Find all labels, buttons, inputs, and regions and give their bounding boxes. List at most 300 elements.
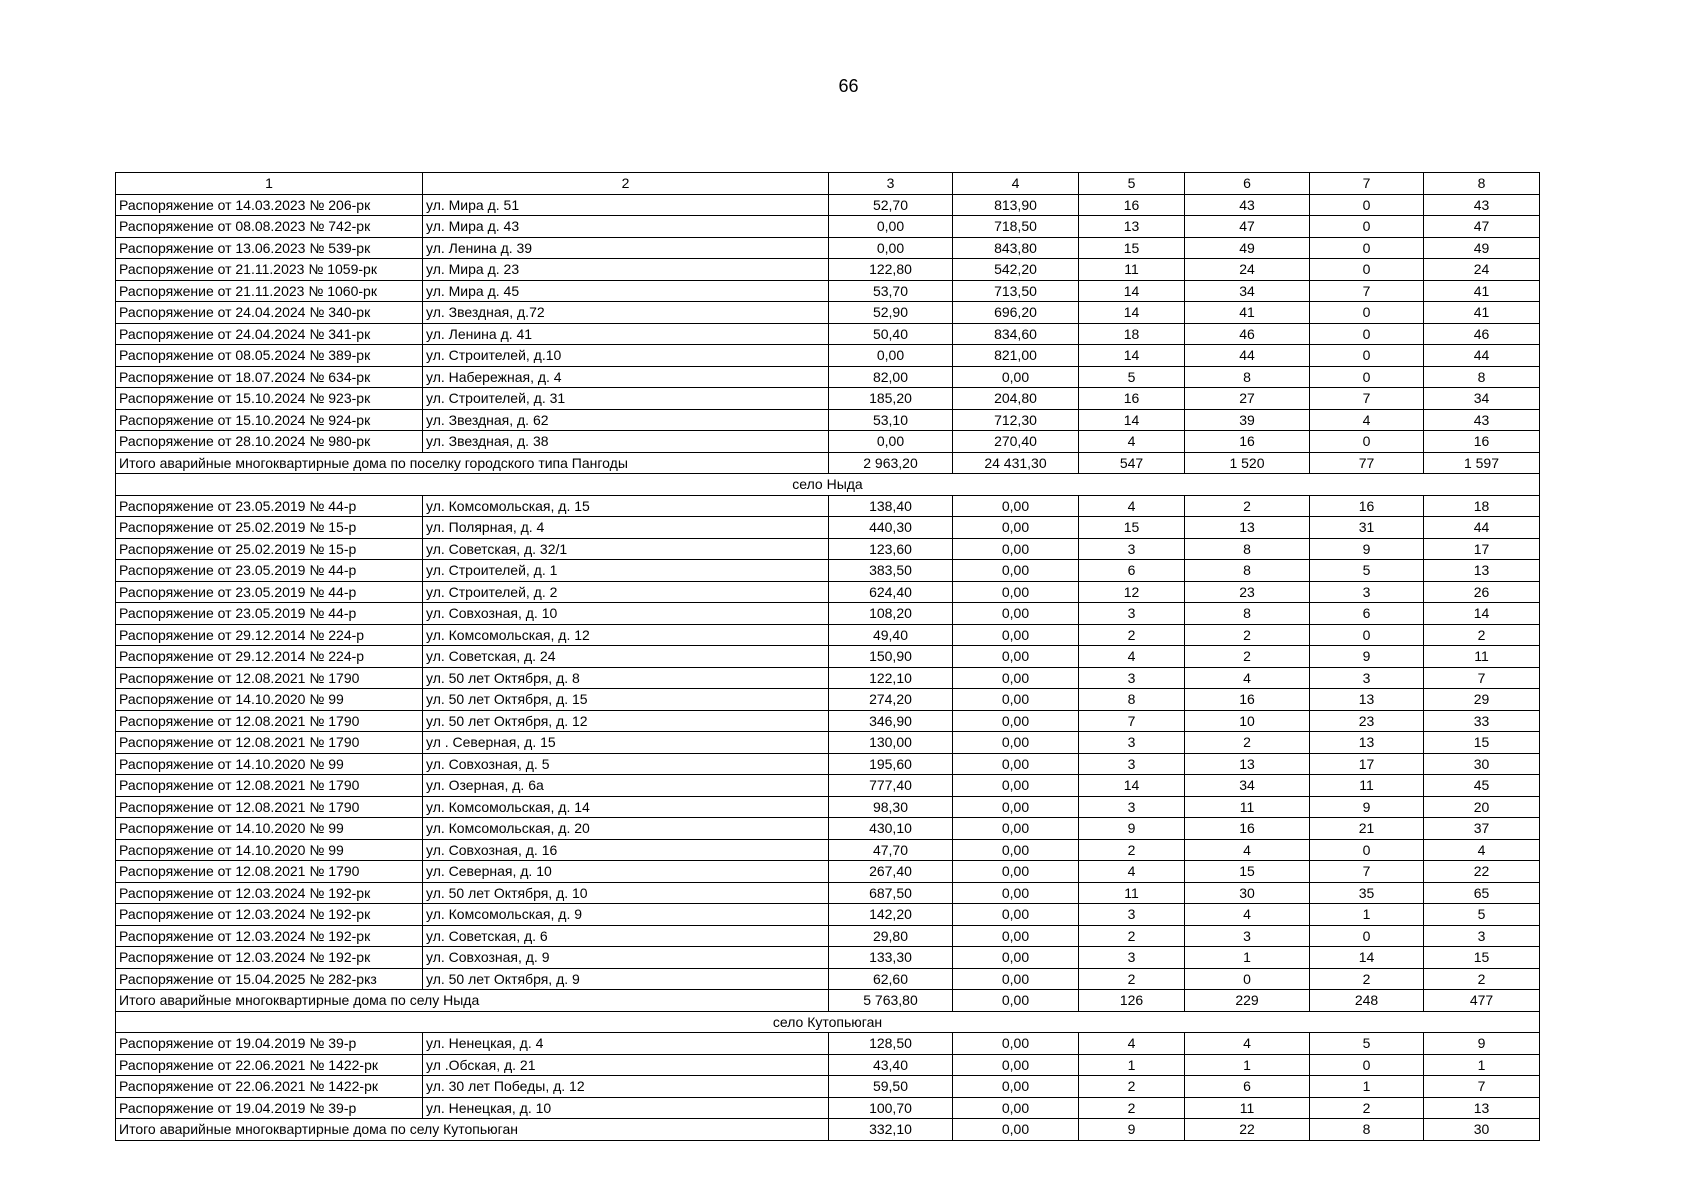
table-cell: 150,90	[829, 646, 953, 668]
table-cell: 30	[1424, 1119, 1540, 1141]
table-cell: 2	[1079, 1097, 1185, 1119]
table-cell: 0	[1310, 366, 1424, 388]
table-cell: 1	[1079, 1054, 1185, 1076]
table-row	[116, 667, 1540, 689]
table-cell: 248	[1310, 990, 1424, 1012]
table-cell: 52,70	[829, 194, 953, 216]
table-cell: 24	[1185, 259, 1310, 281]
table-cell: 0,00	[953, 495, 1079, 517]
table-cell: 14	[1424, 603, 1540, 625]
total-label: Итого аварийные многоквартирные дома по селу Ныда	[116, 990, 829, 1012]
table-cell: 29	[1424, 689, 1540, 711]
table-cell: 0,00	[953, 603, 1079, 625]
table-cell: 11	[1079, 259, 1185, 281]
table-cell: 4	[1185, 1033, 1310, 1055]
table-cell: 4	[1079, 431, 1185, 453]
table-row	[116, 216, 1540, 238]
table-row	[116, 581, 1540, 603]
table-cell: 1	[1185, 1054, 1310, 1076]
table-row	[116, 280, 1540, 302]
column-header: 3	[829, 173, 953, 195]
table-row	[116, 431, 1540, 453]
table-cell: 1	[1185, 947, 1310, 969]
table-cell: 3	[1310, 667, 1424, 689]
table-cell: 0	[1310, 925, 1424, 947]
table-cell: 15	[1079, 517, 1185, 539]
table-cell: 383,50	[829, 560, 953, 582]
table-cell: 43	[1424, 194, 1540, 216]
table-cell: 185,20	[829, 388, 953, 410]
table-cell: 2	[1079, 968, 1185, 990]
table-cell: 0,00	[953, 925, 1079, 947]
table-cell: 5	[1079, 366, 1185, 388]
table-cell: ул . Северная, д. 15	[423, 732, 829, 754]
table-cell: 126	[1079, 990, 1185, 1012]
table-cell: 13	[1310, 689, 1424, 711]
table-cell: 3	[1079, 732, 1185, 754]
table-row	[116, 968, 1540, 990]
table-row	[116, 839, 1540, 861]
table-cell: 30	[1424, 753, 1540, 775]
table-cell: 7	[1424, 1076, 1540, 1098]
table-cell: 0	[1310, 259, 1424, 281]
table-cell: 0,00	[953, 818, 1079, 840]
table-cell: 44	[1424, 345, 1540, 367]
table-cell: 843,80	[953, 237, 1079, 259]
table-cell: 3	[1310, 581, 1424, 603]
table-row	[116, 560, 1540, 582]
table-cell: 24 431,30	[953, 452, 1079, 474]
table-cell: 8	[1185, 366, 1310, 388]
table-cell: ул. Ненецкая, д. 4	[423, 1033, 829, 1055]
table-row	[116, 710, 1540, 732]
table-cell: 0,00	[953, 1033, 1079, 1055]
table-cell: 813,90	[953, 194, 1079, 216]
table-cell: 6	[1185, 1076, 1310, 1098]
table-cell: Распоряжение от 12.03.2024 № 192-рк	[116, 925, 423, 947]
table-cell: 6	[1310, 603, 1424, 625]
table-cell: Распоряжение от 24.04.2024 № 340-рк	[116, 302, 423, 324]
table-cell: ул. Строителей, д. 2	[423, 581, 829, 603]
table-cell: 4	[1185, 904, 1310, 926]
table-cell: 17	[1424, 538, 1540, 560]
table-cell: ул. Советская, д. 6	[423, 925, 829, 947]
table-cell: Распоряжение от 15.10.2024 № 923-рк	[116, 388, 423, 410]
table-cell: 11	[1185, 796, 1310, 818]
table-cell: 547	[1079, 452, 1185, 474]
table-cell: 0,00	[953, 990, 1079, 1012]
table-row	[116, 624, 1540, 646]
table-cell: 4	[1185, 667, 1310, 689]
table-cell: 14	[1079, 345, 1185, 367]
table-cell: 3	[1079, 947, 1185, 969]
table-cell: 1 597	[1424, 452, 1540, 474]
table-cell: 0,00	[953, 646, 1079, 668]
table-cell: 13	[1079, 216, 1185, 238]
table-cell: 24	[1424, 259, 1540, 281]
table-cell: 7	[1310, 280, 1424, 302]
table-cell: 11	[1424, 646, 1540, 668]
table-cell: 31	[1310, 517, 1424, 539]
table-cell: 3	[1079, 753, 1185, 775]
table-row	[116, 345, 1540, 367]
table-cell: ул. Совхозная, д. 5	[423, 753, 829, 775]
table-cell: 13	[1424, 1097, 1540, 1119]
column-header: 6	[1185, 173, 1310, 195]
table-cell: 821,00	[953, 345, 1079, 367]
table-cell: 14	[1079, 409, 1185, 431]
table-cell: ул. Полярная, д. 4	[423, 517, 829, 539]
table-cell: 0	[1310, 1054, 1424, 1076]
table-cell: 16	[1079, 194, 1185, 216]
emergency-housing-table	[115, 172, 1540, 1141]
table-cell: Распоряжение от 21.11.2023 № 1059-рк	[116, 259, 423, 281]
table-row	[116, 237, 1540, 259]
table-cell: 0,00	[953, 517, 1079, 539]
table-cell: 23	[1185, 581, 1310, 603]
table-cell: 2	[1185, 624, 1310, 646]
table-cell: 1	[1310, 904, 1424, 926]
table-cell: Распоряжение от 12.03.2024 № 192-рк	[116, 904, 423, 926]
page-number: 66	[838, 76, 859, 96]
column-header: 1	[116, 173, 423, 195]
table-cell: 696,20	[953, 302, 1079, 324]
table-cell: 0,00	[829, 345, 953, 367]
table-cell: 3	[1079, 538, 1185, 560]
table-cell: 13	[1185, 753, 1310, 775]
table-cell: 21	[1310, 818, 1424, 840]
table-cell: 100,70	[829, 1097, 953, 1119]
table-cell: ул. 30 лет Победы, д. 12	[423, 1076, 829, 1098]
table-cell: 4	[1079, 646, 1185, 668]
table-row	[116, 947, 1540, 969]
table-cell: Распоряжение от 22.06.2021 № 1422-рк	[116, 1076, 423, 1098]
table-row	[116, 302, 1540, 324]
table-cell: 10	[1185, 710, 1310, 732]
table-row	[116, 538, 1540, 560]
table-cell: ул. Ленина д. 41	[423, 323, 829, 345]
table-cell: Распоряжение от 14.10.2020 № 99	[116, 818, 423, 840]
table-cell: 12	[1079, 581, 1185, 603]
table-cell: 47	[1424, 216, 1540, 238]
table-row	[116, 689, 1540, 711]
table-cell: 49	[1424, 237, 1540, 259]
table-row	[116, 882, 1540, 904]
table-cell: Распоряжение от 14.10.2020 № 99	[116, 753, 423, 775]
table-row	[116, 495, 1540, 517]
table-cell: ул. Ненецкая, д. 10	[423, 1097, 829, 1119]
table-cell: Распоряжение от 14.10.2020 № 99	[116, 839, 423, 861]
table-cell: 8	[1185, 603, 1310, 625]
table-cell: 4	[1079, 1033, 1185, 1055]
table-cell: 23	[1310, 710, 1424, 732]
table-cell: 6	[1079, 560, 1185, 582]
table-cell: 13	[1310, 732, 1424, 754]
table-cell: 16	[1185, 818, 1310, 840]
total-row	[116, 452, 1540, 474]
table-cell: 13	[1185, 517, 1310, 539]
table-cell: 5	[1424, 904, 1540, 926]
table-cell: 0,00	[953, 904, 1079, 926]
table-cell: Распоряжение от 12.08.2021 № 1790	[116, 861, 423, 883]
table-cell: 5	[1310, 1033, 1424, 1055]
table-cell: Распоряжение от 08.05.2024 № 389-рк	[116, 345, 423, 367]
section-header-row	[116, 474, 1540, 496]
table-row	[116, 646, 1540, 668]
table-cell: 477	[1424, 990, 1540, 1012]
table-cell: 4	[1079, 495, 1185, 517]
table-cell: Распоряжение от 29.12.2014 № 224-р	[116, 646, 423, 668]
table-cell: 4	[1185, 839, 1310, 861]
table-cell: Распоряжение от 12.08.2021 № 1790	[116, 775, 423, 797]
table-cell: 4	[1079, 861, 1185, 883]
table-cell: 16	[1424, 431, 1540, 453]
table-cell: 8	[1310, 1119, 1424, 1141]
table-row	[116, 1097, 1540, 1119]
table-cell: 43	[1185, 194, 1310, 216]
table-cell: 0	[1310, 345, 1424, 367]
table-cell: 267,40	[829, 861, 953, 883]
table-cell: 8	[1079, 689, 1185, 711]
table-cell: 34	[1424, 388, 1540, 410]
table-cell: 9	[1310, 646, 1424, 668]
table-cell: 108,20	[829, 603, 953, 625]
table-cell: ул. Звездная, д. 38	[423, 431, 829, 453]
table-cell: 0	[1185, 968, 1310, 990]
table-cell: 7	[1424, 667, 1540, 689]
table-cell: 0,00	[953, 839, 1079, 861]
table-cell: 49	[1185, 237, 1310, 259]
table-cell: 11	[1079, 882, 1185, 904]
table-cell: 16	[1185, 431, 1310, 453]
table-cell: 47,70	[829, 839, 953, 861]
table-cell: 7	[1310, 861, 1424, 883]
table-row	[116, 366, 1540, 388]
table-cell: 834,60	[953, 323, 1079, 345]
table-cell: ул. Комсомольская, д. 20	[423, 818, 829, 840]
table-cell: 3	[1079, 667, 1185, 689]
table-cell: 0,00	[953, 581, 1079, 603]
table-cell: 46	[1424, 323, 1540, 345]
table-cell: ул. Мира д. 51	[423, 194, 829, 216]
table-cell: Распоряжение от 12.08.2021 № 1790	[116, 796, 423, 818]
table-cell: 11	[1185, 1097, 1310, 1119]
table-cell: 2 963,20	[829, 452, 953, 474]
table-cell: ул. Советская, д. 32/1	[423, 538, 829, 560]
table-row	[116, 1076, 1540, 1098]
table-cell: 0	[1310, 839, 1424, 861]
table-cell: 0	[1310, 194, 1424, 216]
table-row	[116, 603, 1540, 625]
table-cell: 0,00	[953, 1076, 1079, 1098]
table-row	[116, 925, 1540, 947]
table-cell: 777,40	[829, 775, 953, 797]
table-cell: ул. Комсомольская, д. 9	[423, 904, 829, 926]
table-row	[116, 775, 1540, 797]
table-cell: 3	[1079, 796, 1185, 818]
table-cell: 44	[1424, 517, 1540, 539]
table-cell: Распоряжение от 19.04.2019 № 39-р	[116, 1033, 423, 1055]
table-cell: 2	[1310, 968, 1424, 990]
table-cell: Распоряжение от 24.04.2024 № 341-рк	[116, 323, 423, 345]
table-cell: 0,00	[953, 796, 1079, 818]
table-cell: 3	[1424, 925, 1540, 947]
table-cell: 7	[1310, 388, 1424, 410]
table-cell: ул. Ленина д. 39	[423, 237, 829, 259]
table-cell: 0,00	[953, 689, 1079, 711]
section-title: село Ныда	[116, 474, 1540, 496]
total-label: Итого аварийные многоквартирные дома по поселку городского типа Пангоды	[116, 452, 829, 474]
column-header: 4	[953, 173, 1079, 195]
table-cell: 2	[1310, 1097, 1424, 1119]
table-cell: Распоряжение от 25.02.2019 № 15-р	[116, 517, 423, 539]
table-cell: 122,80	[829, 259, 953, 281]
table-cell: Распоряжение от 19.04.2019 № 39-р	[116, 1097, 423, 1119]
table-cell: 77	[1310, 452, 1424, 474]
table-cell: 3	[1079, 904, 1185, 926]
table-cell: 29,80	[829, 925, 953, 947]
table-cell: ул. 50 лет Октября, д. 8	[423, 667, 829, 689]
table-cell: Распоряжение от 25.02.2019 № 15-р	[116, 538, 423, 560]
table-cell: ул. Строителей, д. 1	[423, 560, 829, 582]
total-row	[116, 990, 1540, 1012]
table-cell: 229	[1185, 990, 1310, 1012]
table-cell: 0,00	[953, 1054, 1079, 1076]
table-cell: Распоряжение от 12.03.2024 № 192-рк	[116, 947, 423, 969]
table-cell: 98,30	[829, 796, 953, 818]
table-cell: 9	[1079, 1119, 1185, 1141]
table-cell: ул. 50 лет Октября, д. 10	[423, 882, 829, 904]
table-cell: ул. Набережная, д. 4	[423, 366, 829, 388]
table-cell: 37	[1424, 818, 1540, 840]
table-cell: 14	[1310, 947, 1424, 969]
table-cell: Распоряжение от 23.05.2019 № 44-р	[116, 560, 423, 582]
table-cell: ул. Звездная, д. 62	[423, 409, 829, 431]
table-cell: 43	[1424, 409, 1540, 431]
table-cell: Распоряжение от 23.05.2019 № 44-р	[116, 603, 423, 625]
table-cell: 2	[1185, 495, 1310, 517]
table-cell: 0,00	[953, 1097, 1079, 1119]
table-cell: 8	[1185, 538, 1310, 560]
table-cell: 1	[1424, 1054, 1540, 1076]
table-cell: 0,00	[953, 1119, 1079, 1141]
table-cell: Распоряжение от 14.10.2020 № 99	[116, 689, 423, 711]
column-number-row	[116, 173, 1540, 195]
table-cell: 0	[1310, 431, 1424, 453]
table-cell: 14	[1079, 775, 1185, 797]
table-cell: 22	[1185, 1119, 1310, 1141]
table-cell: ул. Совхозная, д. 10	[423, 603, 829, 625]
table-cell: 9	[1310, 538, 1424, 560]
table-cell: 41	[1424, 302, 1540, 324]
table-row	[116, 323, 1540, 345]
table-row	[116, 259, 1540, 281]
table-cell: 27	[1185, 388, 1310, 410]
table-cell: ул. Советская, д. 24	[423, 646, 829, 668]
table-cell: ул. Мира д. 45	[423, 280, 829, 302]
table-cell: 30	[1185, 882, 1310, 904]
table-cell: 18	[1424, 495, 1540, 517]
table-cell: 2	[1424, 968, 1540, 990]
table-cell: 713,50	[953, 280, 1079, 302]
table-row	[116, 1033, 1540, 1055]
table-cell: 542,20	[953, 259, 1079, 281]
table-cell: ул. Комсомольская, д. 12	[423, 624, 829, 646]
table-cell: 142,20	[829, 904, 953, 926]
table-cell: 0,00	[953, 947, 1079, 969]
table-cell: Распоряжение от 12.08.2021 № 1790	[116, 732, 423, 754]
table-cell: 2	[1424, 624, 1540, 646]
table-cell: ул. 50 лет Октября, д. 15	[423, 689, 829, 711]
table-cell: 46	[1185, 323, 1310, 345]
section-title: село Кутопьюган	[116, 1011, 1540, 1033]
table-cell: 2	[1079, 925, 1185, 947]
table-cell: 49,40	[829, 624, 953, 646]
table-cell: 624,40	[829, 581, 953, 603]
section-header-row	[116, 1011, 1540, 1033]
table-cell: Распоряжение от 18.07.2024 № 634-рк	[116, 366, 423, 388]
table-cell: 2	[1185, 732, 1310, 754]
table-cell: 62,60	[829, 968, 953, 990]
table-cell: 3	[1185, 925, 1310, 947]
table-cell: 53,10	[829, 409, 953, 431]
table-row	[116, 753, 1540, 775]
table-row	[116, 409, 1540, 431]
table-cell: 1 520	[1185, 452, 1310, 474]
table-cell: 274,20	[829, 689, 953, 711]
table-cell: ул. Комсомольская, д. 14	[423, 796, 829, 818]
table-cell: 13	[1424, 560, 1540, 582]
table-cell: 332,10	[829, 1119, 953, 1141]
table-cell: 195,60	[829, 753, 953, 775]
table-cell: 82,00	[829, 366, 953, 388]
table-cell: 0,00	[829, 216, 953, 238]
table-cell: 26	[1424, 581, 1540, 603]
table-cell: Распоряжение от 13.06.2023 № 539-рк	[116, 237, 423, 259]
table-cell: 8	[1185, 560, 1310, 582]
table-cell: 687,50	[829, 882, 953, 904]
table-cell: Распоряжение от 12.08.2021 № 1790	[116, 710, 423, 732]
table-cell: 39	[1185, 409, 1310, 431]
table-cell: 5 763,80	[829, 990, 953, 1012]
table-cell: 15	[1424, 947, 1540, 969]
table-cell: 204,80	[953, 388, 1079, 410]
table-cell: ул. 50 лет Октября, д. 12	[423, 710, 829, 732]
table-cell: 9	[1424, 1033, 1540, 1055]
table-cell: 0	[1310, 237, 1424, 259]
table-cell: 52,90	[829, 302, 953, 324]
table-cell: 0,00	[953, 968, 1079, 990]
table-cell: 0,00	[953, 624, 1079, 646]
table-cell: 270,40	[953, 431, 1079, 453]
column-header: 2	[423, 173, 829, 195]
column-header: 8	[1424, 173, 1540, 195]
table-cell: 59,50	[829, 1076, 953, 1098]
table-cell: 0	[1310, 624, 1424, 646]
table-cell: 0,00	[953, 882, 1079, 904]
table-cell: 0,00	[953, 710, 1079, 732]
table-cell: 18	[1079, 323, 1185, 345]
table-cell: 41	[1424, 280, 1540, 302]
table-cell: 14	[1079, 302, 1185, 324]
table-cell: 440,30	[829, 517, 953, 539]
table-cell: 8	[1424, 366, 1540, 388]
table-cell: 712,30	[953, 409, 1079, 431]
column-header: 5	[1079, 173, 1185, 195]
table-cell: 128,50	[829, 1033, 953, 1055]
table-row	[116, 388, 1540, 410]
table-cell: 130,00	[829, 732, 953, 754]
